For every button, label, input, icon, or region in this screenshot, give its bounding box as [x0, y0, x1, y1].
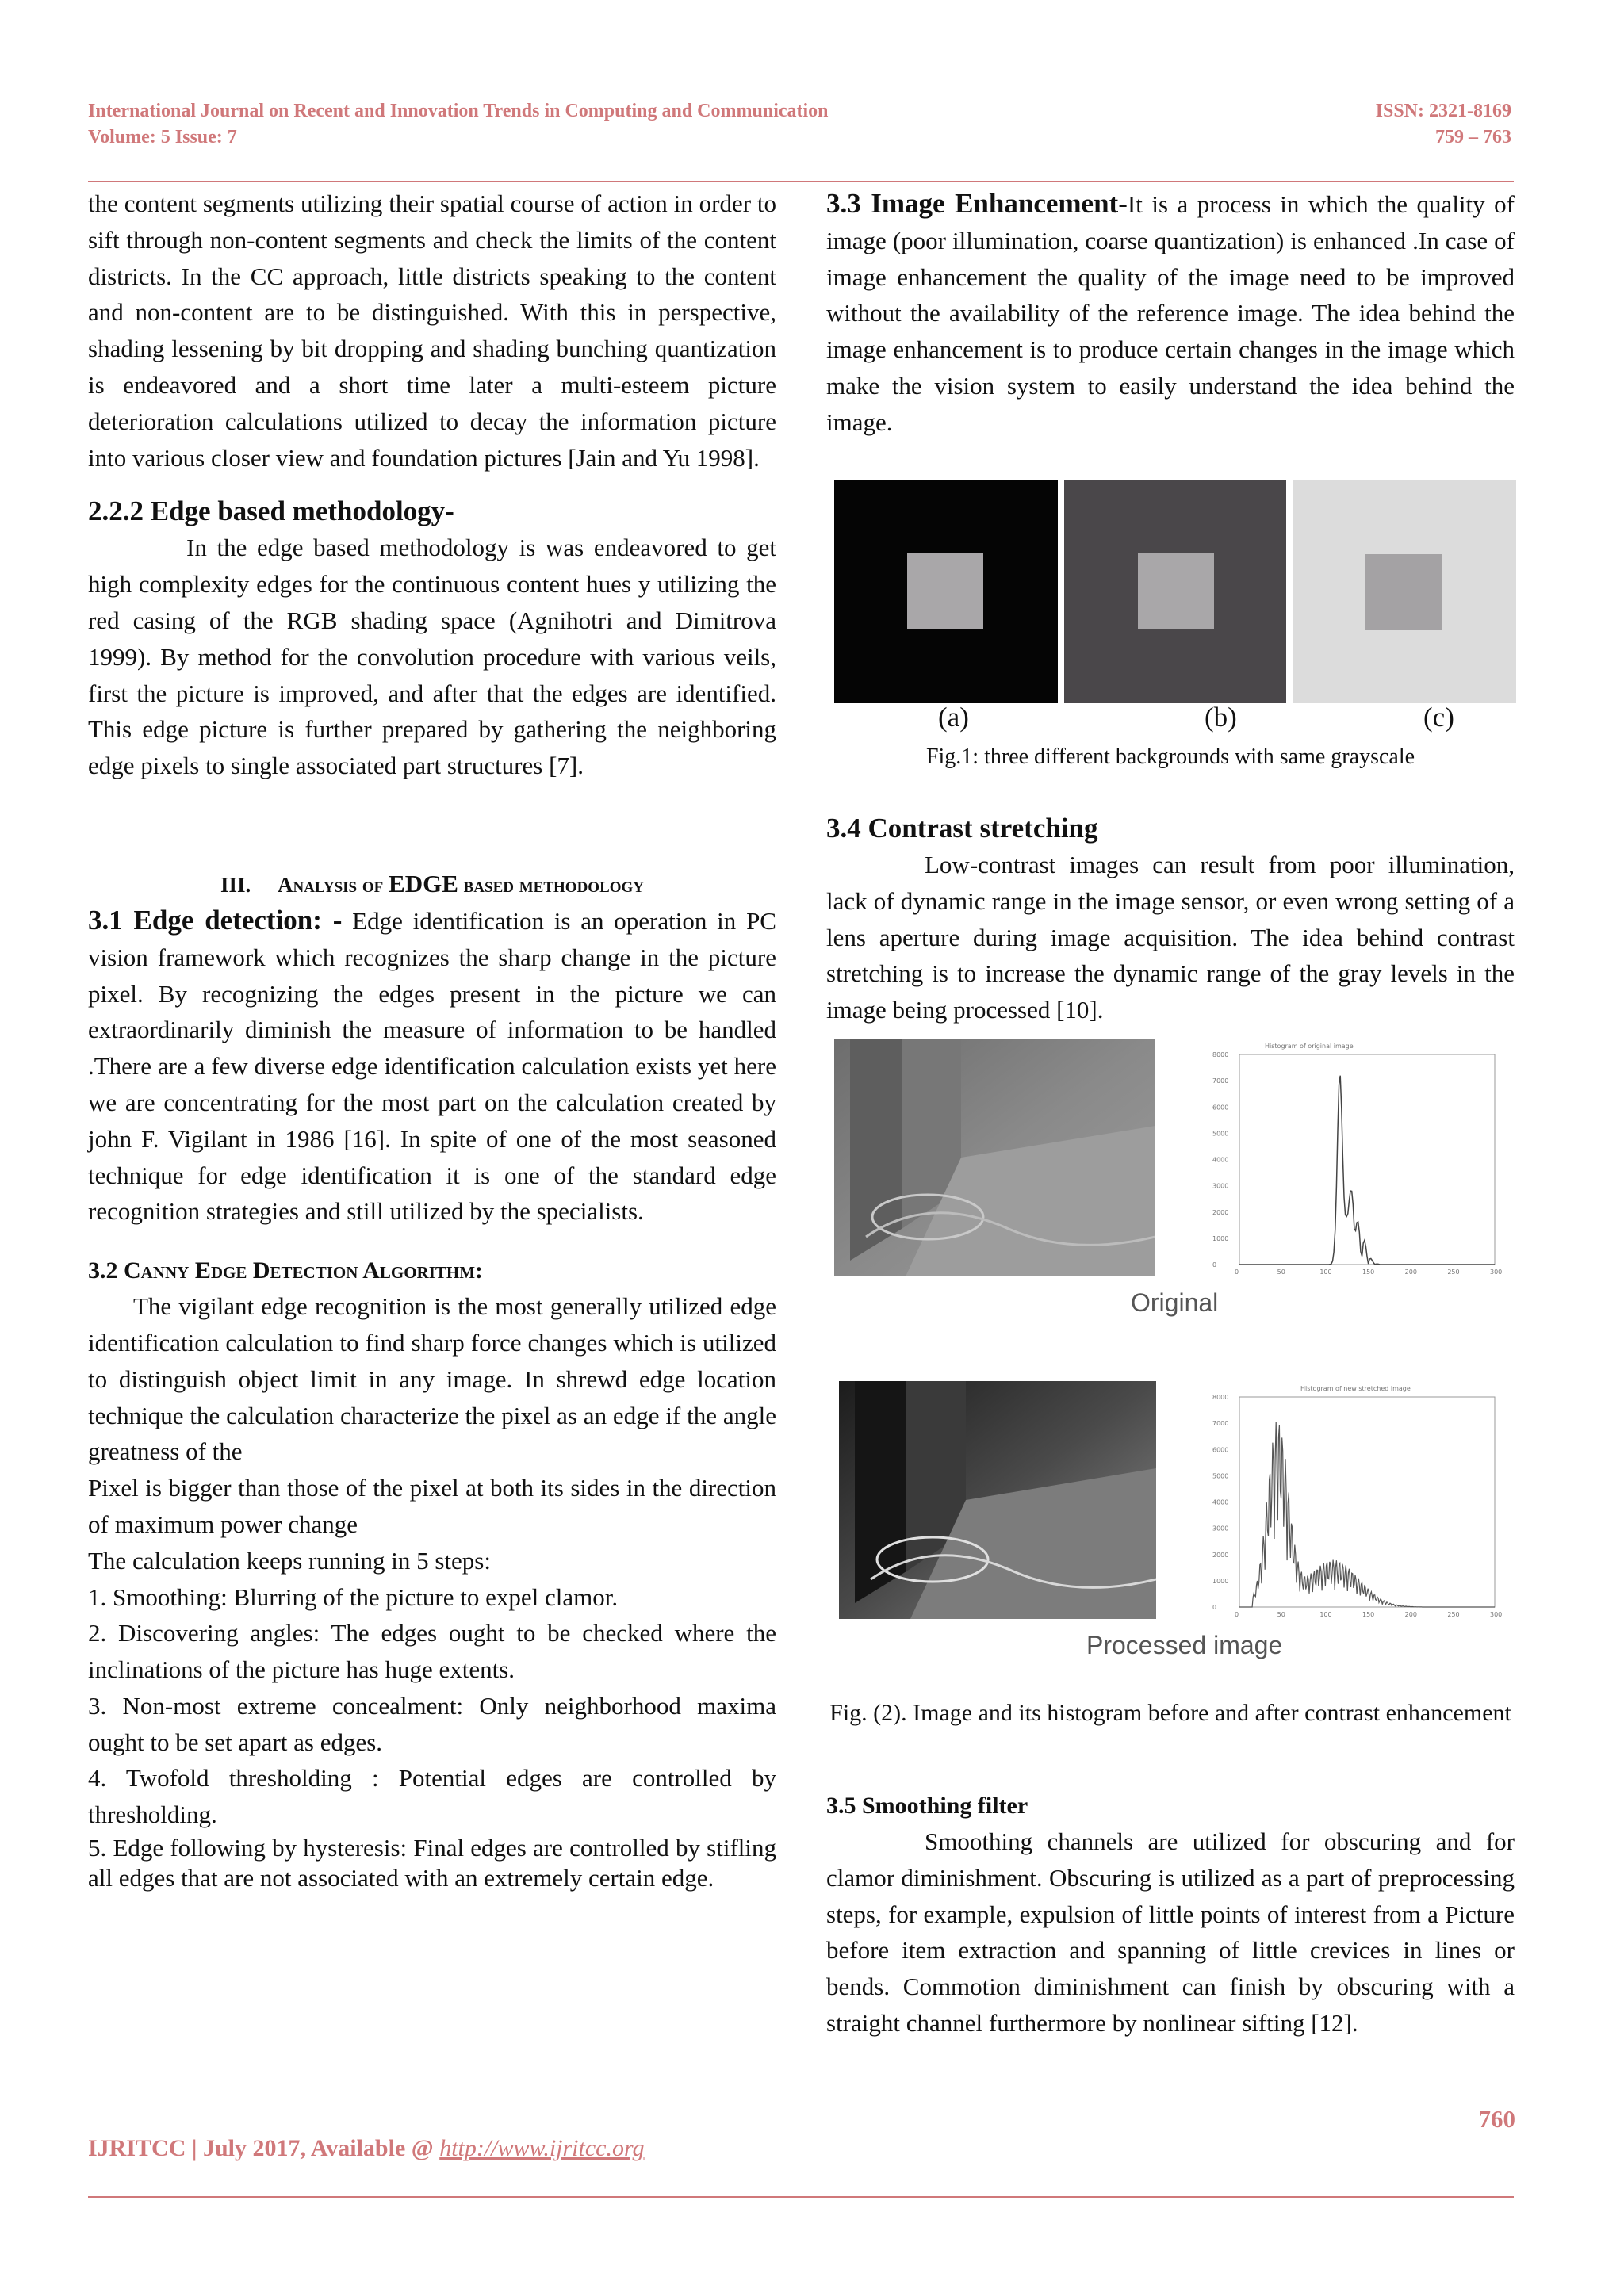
- original-photo: [834, 1039, 1155, 1276]
- y-tick-label: 3000: [1212, 1525, 1229, 1533]
- smoothing-heading: 3.5 Smoothing filter: [826, 1793, 1028, 1819]
- volume-issue: Volume: 5 Issue: 7: [88, 127, 237, 147]
- fig1-square-b: [1138, 553, 1214, 629]
- y-tick-label: 7000: [1212, 1077, 1229, 1085]
- y-tick-label: 5000: [1212, 1472, 1229, 1480]
- fig1-square-a: [907, 553, 983, 629]
- y-tick-label: 1000: [1212, 1234, 1229, 1242]
- journal-link[interactable]: http://www.ijritcc.org: [439, 2135, 645, 2161]
- heading-edge-methodology: 2.2.2 Edge based methodology-: [88, 496, 454, 527]
- step-2: 2. Discovering angles: The edges ought to be checked where the inclinations of the picture has huge extents.: [88, 1619, 776, 1684]
- fig1-square-c: [1365, 554, 1442, 630]
- right-column-top: [826, 186, 1515, 441]
- x-tick-label: 150: [1362, 1269, 1375, 1276]
- y-tick-label: 8000: [1212, 1051, 1229, 1058]
- footer-rule: [88, 2196, 1514, 2198]
- contrast-heading: 3.4 Contrast stretching: [826, 813, 1098, 844]
- y-tick-label: 1000: [1212, 1577, 1229, 1585]
- x-tick-label: 50: [1277, 1611, 1285, 1618]
- hist1-title: Histogram of original image: [1265, 1043, 1354, 1050]
- canny-heading: 3.2 Canny Edge Detection Algorithm:: [88, 1257, 484, 1284]
- running-header-right: [1376, 98, 1511, 151]
- section-3-heading: III. Analysis of EDGE based methodology: [220, 869, 645, 897]
- step-4: 4. Twofold thresholding : Potential edges are controlled by thresholding.: [88, 1764, 776, 1829]
- y-tick-label: 2000: [1212, 1551, 1229, 1559]
- x-tick-label: 200: [1404, 1269, 1417, 1276]
- step-5: 5. Edge following by hysteresis: Final edges are controlled by stifling all edges that are not associated with an extremely certain edge.: [88, 1834, 776, 1892]
- smoothing-section: [826, 1789, 1515, 2042]
- journal-title: International Journal on Recent and Innovation Trends in Computing and Communication: [88, 101, 829, 121]
- y-tick-label: 7000: [1212, 1420, 1229, 1428]
- x-tick-label: 300: [1490, 1269, 1503, 1276]
- steps-intro: The calculation keeps running in 5 steps:: [88, 1546, 491, 1575]
- fig1-label-b: (b): [1205, 702, 1237, 733]
- edge-detection-paragraph: 3.1 Edge detection: - Edge identification is an operation in PC vision framework which recognizes the sharp change in the picture pixel. By recognizing the edges present in the picture we can extraordinarily diminish the measure of information to be handled .There are a few diverse edge identification calculation exists yet here we are concentrating for the most part on the calculation created by john F. Vigilant in 1986 [16]. In spite of one of the most seasoned technique for edge identification it is one of the standard edge recognition strategies and still utilized by the specialists.: [88, 904, 776, 1226]
- y-tick-label: 2000: [1212, 1208, 1229, 1216]
- y-tick-label: 6000: [1212, 1446, 1229, 1454]
- footer-left: IJRITCC | July 2017, Available @ http://www.ijritcc.org: [88, 2135, 645, 2161]
- y-tick-label: 8000: [1212, 1394, 1229, 1401]
- figure-1: [834, 480, 1516, 706]
- fig1-caption: Fig.1: three different backgrounds with same grayscale: [925, 744, 1415, 769]
- contrast-paragraph: Low-contrast images can result from poor illumination, lack of dynamic range in the image sensor, or even wrong setting of a lens aperture during image acquisition. The idea behind contrast stretching is to increase the dynamic range of the gray levels in the image being processed [10].: [826, 851, 1515, 1024]
- running-header-left: [88, 98, 829, 151]
- x-tick-label: 0: [1235, 1269, 1239, 1276]
- page-number: 760: [1478, 2105, 1515, 2133]
- left-column: [88, 186, 776, 1893]
- smoothing-paragraph: Smoothing channels are utilized for obscuring and for clamor diminishment. Obscuring is utilized as a part of preprocessing steps, for example, expulsion of little points of interest from a Picture before item extraction and spanning of little crevices in lines or bends. Commotion diminishment can finish by obscuring with a straight channel furthermore by nonlinear sifting [12].: [826, 1827, 1515, 2037]
- issn: ISSN: 2321-8169: [1375, 101, 1511, 121]
- y-tick-label: 3000: [1212, 1182, 1229, 1190]
- edge-paragraph: In the edge based methodology is was endeavored to get high complexity edges for the continuous content hues y utilizing the red casing of the RGB shading space (Agnihotri and Dimitrova 1999). By method for the convolution procedure with various veils, first the picture is improved, and after that the edges are identified. This edge picture is further prepared by gathering the neighboring edge pixels to single associated part structures [7].: [88, 534, 776, 780]
- fig1-label-a: (a): [938, 702, 969, 733]
- canny-paragraph-cont: Pixel is bigger than those of the pixel at both its sides in the direction of maximum power change: [88, 1474, 776, 1538]
- image-enhancement-paragraph: 3.3 Image Enhancement-It is a process in which the quality of image (poor illumination, coarse quantization) is enhanced .In case of image enhancement the quality of the image need to be improved without the availability of the reference image. The idea behind the image enhancement is to produce certain changes in the image which make the vision system to easily understand the idea behind the image.: [826, 188, 1515, 436]
- y-tick-label: 6000: [1212, 1104, 1229, 1112]
- processed-histogram: [1185, 1381, 1503, 1619]
- x-tick-label: 250: [1447, 1269, 1460, 1276]
- fig1-label-c: (c): [1423, 702, 1454, 733]
- x-tick-label: 300: [1490, 1611, 1503, 1618]
- step-1: 1. Smoothing: Blurring of the picture to expel clamor.: [88, 1582, 619, 1611]
- x-tick-label: 100: [1320, 1269, 1332, 1276]
- y-tick-label: 4000: [1212, 1156, 1229, 1164]
- page-range: 759 – 763: [1435, 127, 1511, 147]
- x-tick-label: 100: [1320, 1611, 1332, 1618]
- fig2-caption: Fig. (2). Image and its histogram before and after contrast enhancement: [829, 1700, 1511, 1726]
- x-tick-label: 200: [1404, 1611, 1417, 1618]
- intro-paragraph: the content segments utilizing their spatial course of action in order to sift through non-content segments and check the limits of the content districts. In the CC approach, little districts speaking to the content and non-content are to be distinguished. With this in perspective, shading lessening by bit dropping and shading bunching quantization is endeavored and a short time later a multi-esteem picture deterioration calculations utilized to decay the information picture into various closer view and foundation pictures [Jain and Yu 1998].: [88, 189, 776, 472]
- processed-label: Processed image: [1086, 1631, 1283, 1659]
- x-tick-label: 250: [1447, 1611, 1460, 1618]
- original-histogram: [1185, 1039, 1503, 1276]
- x-tick-label: 50: [1277, 1269, 1285, 1276]
- x-tick-label: 150: [1362, 1611, 1375, 1618]
- y-tick-label: 5000: [1212, 1130, 1229, 1138]
- contrast-section: [826, 810, 1515, 1028]
- processed-photo: [839, 1381, 1156, 1619]
- y-tick-label: 4000: [1212, 1498, 1229, 1506]
- y-tick-label: 0: [1212, 1604, 1217, 1611]
- y-tick-label: 0: [1212, 1261, 1217, 1269]
- canny-paragraph: The vigilant edge recognition is the most generally utilized edge identification calculation to find sharp force changes which is utilized to distinguish object limit in any image. In shrewd edge location technique the calculation characterize the pixel as an edge if the angle greatness of the: [88, 1292, 776, 1466]
- hist2-title: Histogram of new stretched image: [1300, 1385, 1411, 1392]
- x-tick-label: 0: [1235, 1611, 1239, 1618]
- original-label: Original: [1131, 1288, 1219, 1317]
- header-rule: [88, 181, 1514, 182]
- step-3: 3. Non-most extreme concealment: Only neighborhood maxima ought to be set apart as edges.: [88, 1691, 776, 1756]
